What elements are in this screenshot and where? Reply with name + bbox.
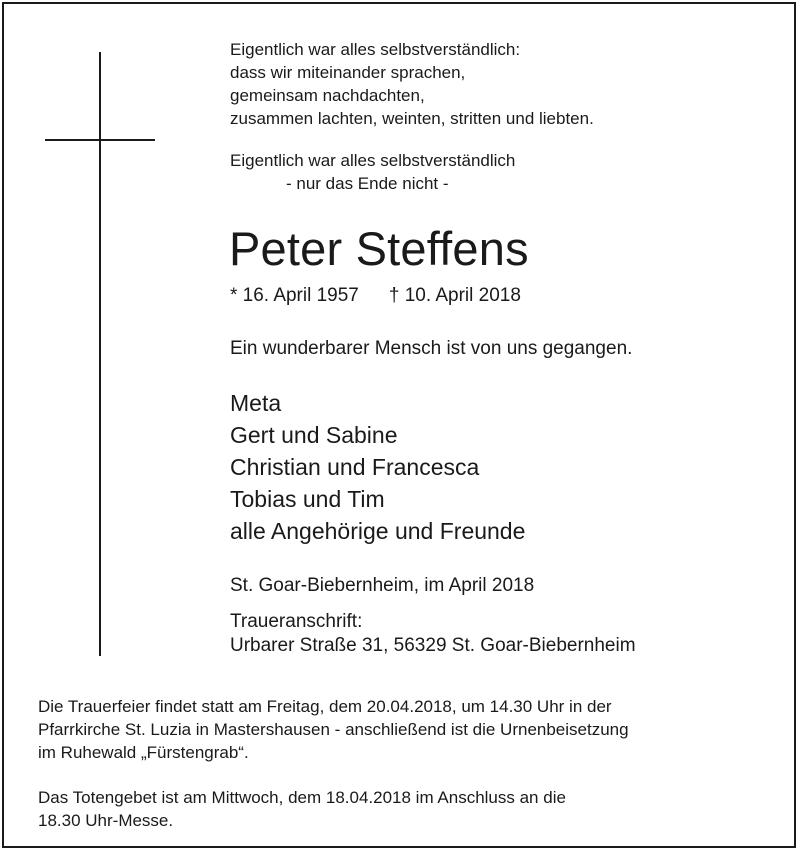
deceased-name: Peter Steffens <box>229 222 529 275</box>
prayer-info <box>38 786 566 832</box>
poem-closing-indent: - nur das Ende nicht - <box>286 174 449 193</box>
poem-line: Eigentlich war alles selbstverständlich: <box>230 40 521 59</box>
ceremony-line: Die Trauerfeier findet statt am Freitag, dem 20.04.2018, um 14.30 Uhr in der <box>38 697 612 716</box>
place-date: St. Goar-Biebernheim, im April 2018 <box>230 575 535 596</box>
mourners-list <box>230 387 525 547</box>
tribute-text: Ein wunderbarer Mensch ist von uns gegangen. <box>230 338 633 359</box>
mourner-item: Meta <box>230 390 282 416</box>
funeral-ceremony-info <box>38 695 629 764</box>
birth-date: * 16. April 1957 <box>230 285 359 306</box>
poem-closing-line: Eigentlich war alles selbstverständlich <box>230 151 516 170</box>
prayer-line: Das Totengebet ist am Mittwoch, dem 18.04.2018 im Anschluss an die <box>38 788 566 807</box>
ceremony-line: im Ruhewald „Fürstengrab“. <box>38 743 249 762</box>
mourner-item: alle Angehörige und Freunde <box>230 518 526 544</box>
life-dates <box>230 284 521 308</box>
death-date: † 10. April 2018 <box>388 285 521 306</box>
address-label: Traueranschrift: <box>230 611 363 632</box>
poem-verse <box>230 38 594 130</box>
prayer-line: 18.30 Uhr-Messe. <box>38 811 174 830</box>
mourner-item: Tobias und Tim <box>230 486 385 512</box>
cross-horizontal-bar <box>45 139 155 141</box>
mourner-item: Christian und Francesca <box>230 454 480 480</box>
mourning-address <box>230 610 636 658</box>
address-value: Urbarer Straße 31, 56329 St. Goar-Biebernheim <box>230 635 636 656</box>
cross-vertical-bar <box>99 52 101 656</box>
mourner-item: Gert und Sabine <box>230 422 398 448</box>
ceremony-line: Pfarrkirche St. Luzia in Mastershausen - anschließend ist die Urnenbeisetzung <box>38 720 629 739</box>
poem-line: dass wir miteinander sprachen, <box>230 63 466 82</box>
poem-line: gemeinsam nachdachten, <box>230 86 425 105</box>
poem-closing <box>230 149 515 195</box>
poem-line: zusammen lachten, weinten, stritten und liebten. <box>230 109 594 128</box>
